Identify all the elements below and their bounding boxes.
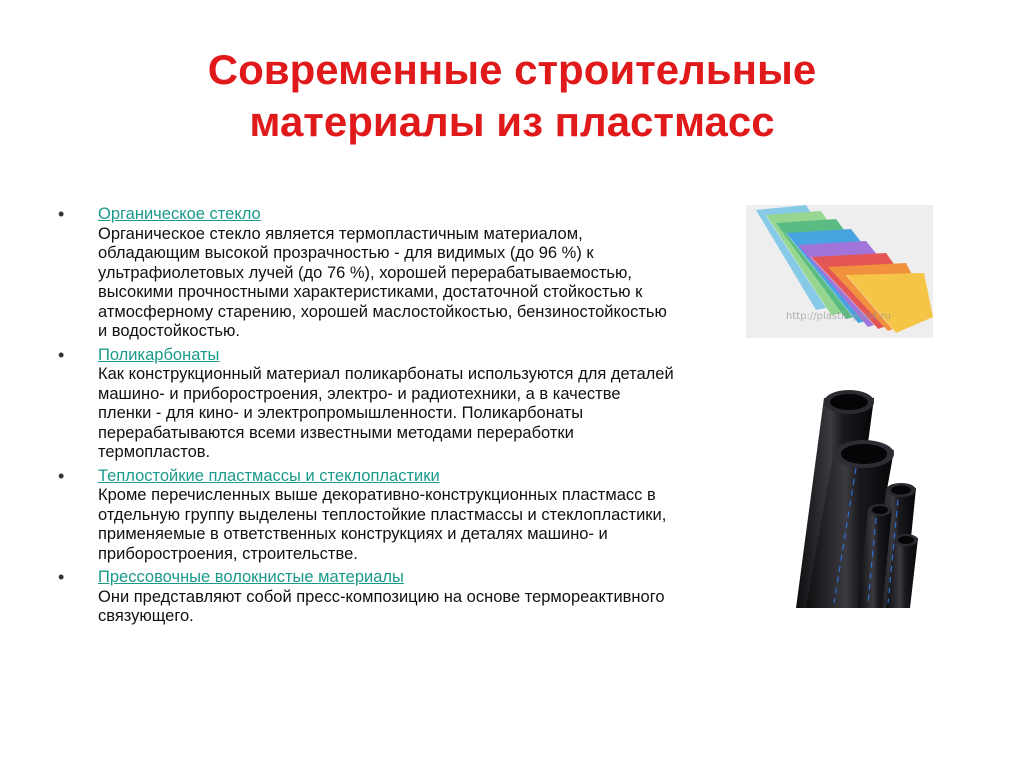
link-organic-glass[interactable]: Органическое стекло	[98, 205, 261, 223]
bullet-icon: •	[58, 567, 65, 587]
bullet-text: Кроме перечисленных выше декоративно-конструкционных пластмасс в отдельную группу выделены теплостойкие пластмассы и стеклопластики, применяемые в ответственных конструкциях и деталях машино- и приборостроения, строительстве.	[98, 486, 667, 563]
bullet-icon: •	[58, 465, 65, 486]
list-item	[58, 568, 678, 627]
image-watermark: http://plastic-plast.ru	[786, 311, 891, 322]
slide-title-line-2: материалы из пластмасс	[249, 98, 775, 145]
plastic-pipes-image	[776, 388, 926, 608]
bullet-icon: •	[58, 204, 65, 224]
bullet-text: Как конструкционный материал поликарбонаты используются для деталей машино- и приборостроения, электро- и радиотехники, а в качестве пленки - для кино- и электропромышленности. Поликарбонаты перерабатываются всеми известными методами переработки термопластов.	[98, 365, 674, 461]
slide-title-line-1: Современные строительные	[207, 46, 817, 93]
polycarbonate-sheets-image	[746, 205, 933, 338]
slide-title	[0, 44, 1024, 148]
bullet-text: Органическое стекло является термопластичным материалом, обладающим высокой прозрачностью - для видимых (до 96 %) к ультрафиолетовых лучей (до 76 %), хорошей перерабатываемостью, высокими прочностными характеристиками, достаточной стойкостью к атмосферному старению, хорошей маслостойкостью, бензиностойкостью и водостойкостью.	[98, 224, 667, 340]
list-item	[58, 205, 678, 342]
link-polycarbonates[interactable]: Поликарбонаты	[98, 345, 220, 364]
link-press-fiber-materials[interactable]: Прессовочные волокнистые материалы	[98, 568, 404, 586]
bullet-icon: •	[58, 344, 65, 365]
link-heat-resistant-plastics[interactable]: Теплостойкие пластмассы и стеклопластики	[98, 466, 440, 485]
bullet-list	[58, 205, 678, 631]
list-item	[58, 467, 678, 565]
bullet-text: Они представляют собой пресс-композицию на основе термореактивного связующего.	[98, 587, 665, 625]
list-item	[58, 346, 678, 463]
